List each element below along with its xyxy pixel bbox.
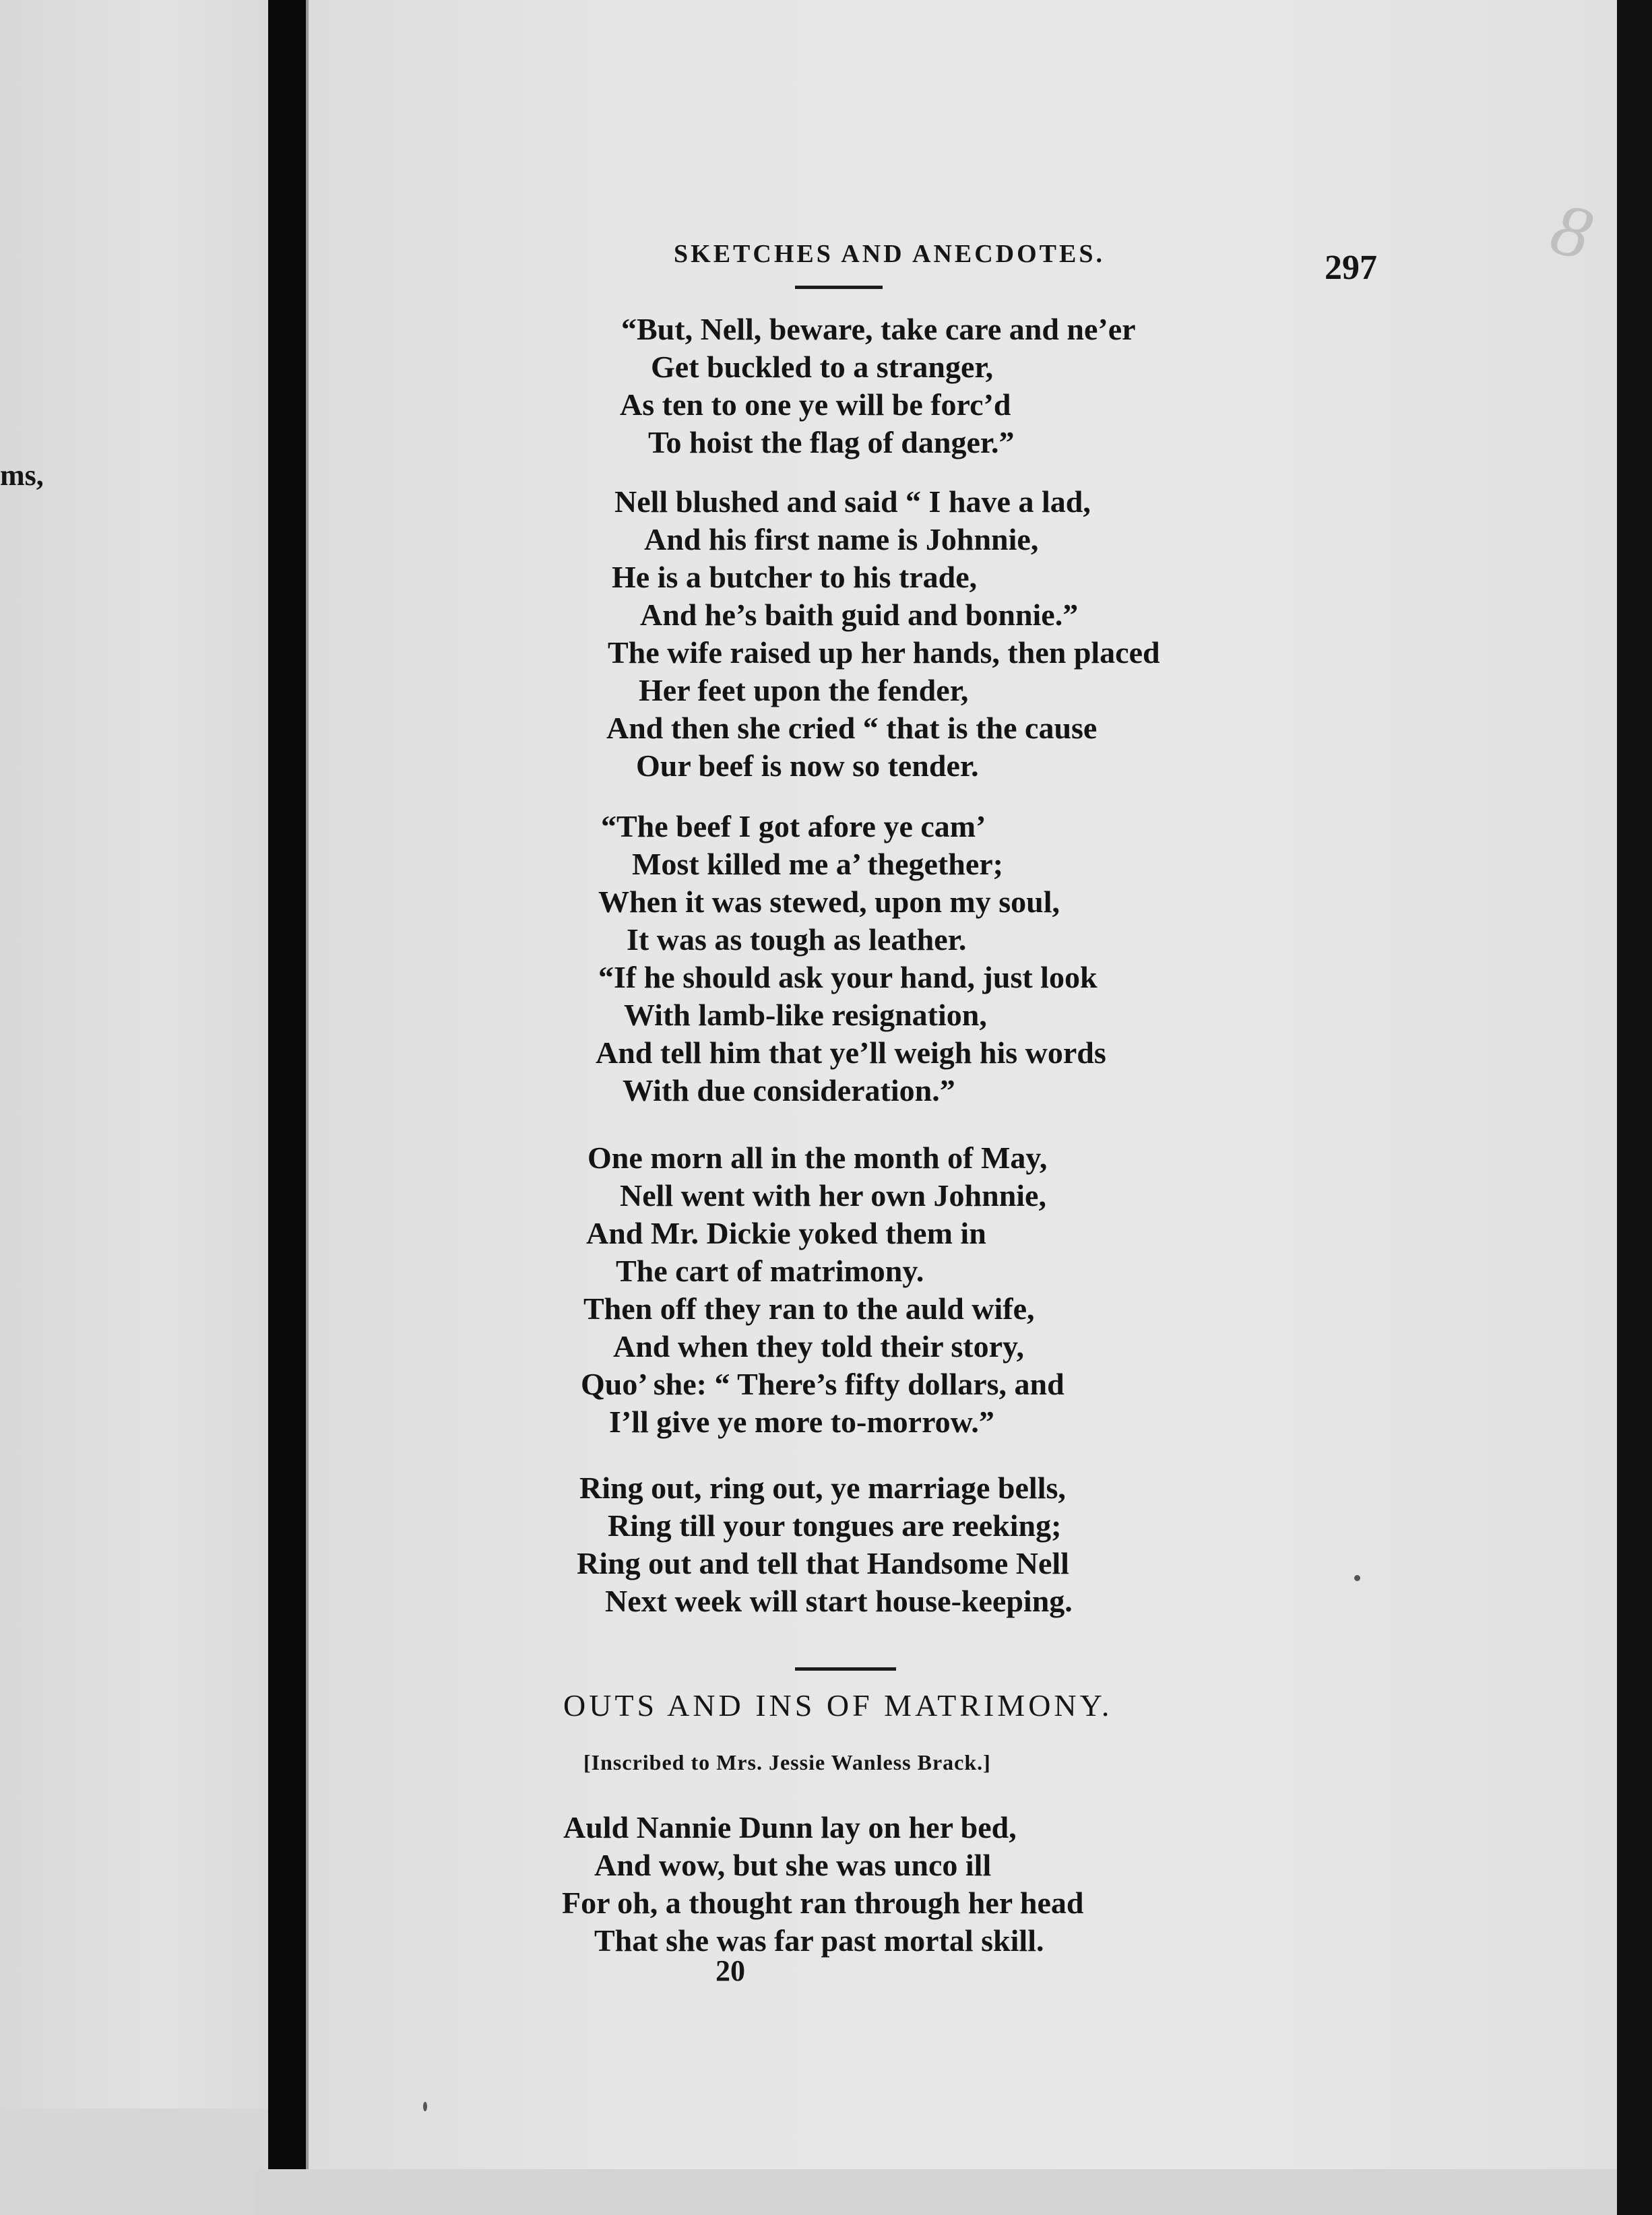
poem-line: With due consideration.” [623,1073,955,1108]
poem-line: When it was stewed, upon my soul, [598,885,1060,919]
poem-line: Quo’ she: “ There’s fifty dollars, and [581,1367,1065,1401]
poem-line: I’ll give ye more to-morrow.” [609,1405,994,1439]
poem-line: Next week will start house-keeping. [605,1584,1073,1618]
poem-line: And Mr. Dickie yoked them in [586,1216,986,1250]
poem-line: Ring till your tongues are reeking; [608,1508,1062,1543]
poem-line: With lamb-like resignation, [624,998,987,1032]
poem-line: One morn all in the month of May, [587,1141,1048,1175]
ink-speck [1354,1575,1360,1581]
poem-line: “But, Nell, beware, take care and ne’er [621,312,1136,346]
margin-pencil-mark: 8 [1543,186,1600,276]
poem-line: Nell blushed and said “ I have a lad, [614,484,1091,519]
page-bottom-edge [256,2169,1617,2215]
poem-line: Nell went with her own Johnnie, [620,1178,1046,1213]
poem-line: And when they told their story, [613,1329,1024,1363]
ink-speck [423,2102,427,2111]
scan-right-edge [1617,0,1652,2215]
poem-line: For oh, a thought ran through her head [562,1886,1084,1920]
section-rule [795,1667,896,1671]
signature-mark: 20 [716,1954,745,1987]
poem-line: To hoist the flag of danger.” [648,425,1015,459]
page-inner-edge [306,0,309,2215]
poem-line: “If he should ask your hand, just look [598,960,1098,994]
poem-line: The wife raised up her hands, then placed [608,635,1160,670]
poem-dedication: [Inscribed to Mrs. Jessie Wanless Brack.] [583,1750,991,1774]
poem-line: It was as tough as leather. [627,922,967,957]
poem-line: Auld Nannie Dunn lay on her bed, [563,1810,1017,1844]
poem-line: Most killed me a’ thegether; [632,847,1003,881]
poem-line: And then she cried “ that is the cause [606,711,1098,745]
header-rule [795,286,883,289]
poem-line: As ten to one ye will be forc’d [620,387,1011,422]
poem-line: He is a butcher to his trade, [612,560,978,594]
facing-page-fragment: ms, [0,459,44,492]
poem-line: Ring out and tell that Handsome Nell [577,1546,1069,1580]
poem-line: And his first name is Johnnie, [644,522,1039,556]
poem-line: “The beef I got afore ye cam’ [601,809,986,843]
poem-line: And wow, but she was unco ill [594,1848,992,1882]
page-number: 297 [1325,249,1377,287]
poem-line: And he’s baith guid and bonnie.” [640,598,1079,632]
book-gutter [268,0,306,2215]
running-title: SKETCHES AND ANECDOTES. [674,240,1105,268]
facing-page-edge [0,2109,268,2215]
poem-line: The cart of matrimony. [616,1254,924,1288]
poem-line: Our beef is now so tender. [636,748,979,783]
poem-line: And tell him that ye’ll weigh his words [596,1035,1106,1070]
poem-line: Ring out, ring out, ye marriage bells, [579,1471,1066,1505]
poem-line: Get buckled to a stranger, [651,350,994,384]
poem-title: OUTS AND INS OF MATRIMONY. [563,1688,1113,1723]
poem-line: That she was far past mortal skill. [594,1923,1044,1958]
facing-page [0,0,268,2215]
poem-line: Her feet upon the fender, [639,673,969,707]
poem-line: Then off they ran to the auld wife, [583,1291,1035,1326]
